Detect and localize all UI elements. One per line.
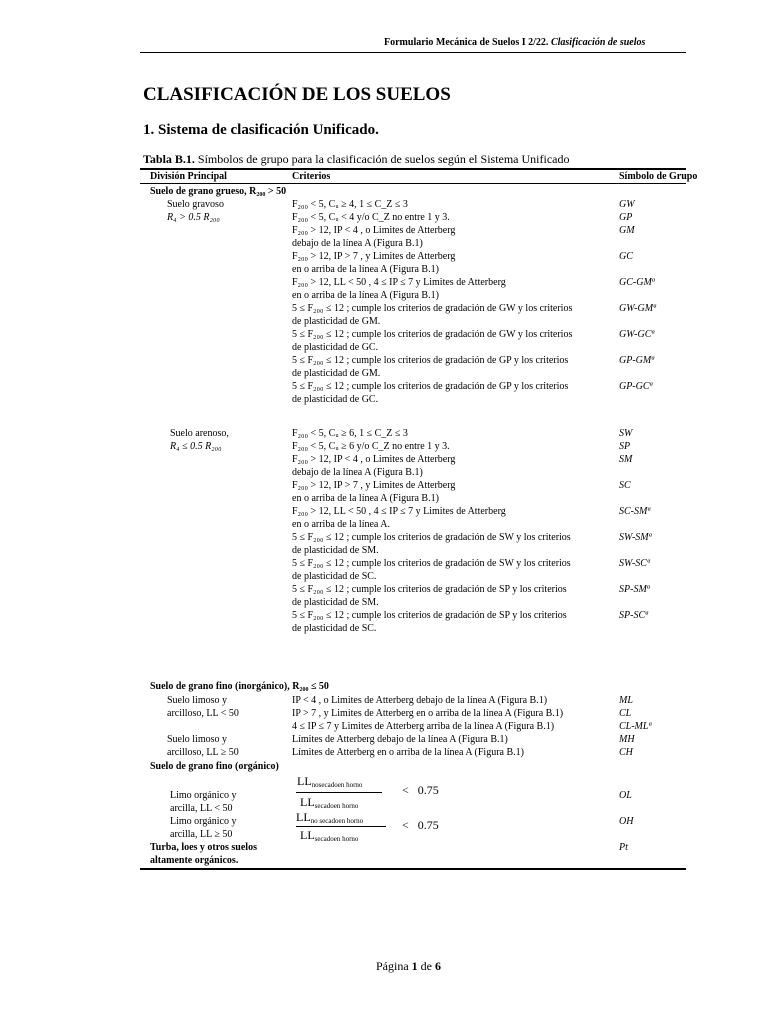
sand-label: Suelo arenoso, [170, 428, 229, 439]
gravel-criteria-line: F₂₀₀ < 5, Cᵤ < 4 y/o C_Z no entre 1 y 3. [292, 212, 450, 223]
gravel-condition: R₄ > 0.5 R₂₀₀ [167, 212, 220, 223]
gravel-criteria-line: 5 ≤ F₂₀₀ ≤ 12 ; cumple los criterios de gradación de GP y los criterios [292, 381, 569, 392]
gravel-symbol: GM [619, 225, 635, 236]
peat-label: Turba, loes y otros suelos [150, 842, 257, 853]
sand-criteria-line: 5 ≤ F₂₀₀ ≤ 12 ; cumple los criterios de gradación de SW y los criterios [292, 558, 571, 569]
fraction-2-bar [296, 826, 386, 827]
gravel-criteria-line: de plasticidad de GM. [292, 316, 381, 327]
gravel-criteria-line: en o arriba de la línea A (Figura B.1) [292, 264, 439, 275]
sand-symbol: SP-SMª [619, 584, 650, 595]
table-caption [143, 152, 570, 167]
sand-criteria-line: de plasticidad de SC. [292, 623, 377, 634]
fine-symbol: CL-MLª [619, 721, 652, 732]
silty-high-label: Suelo limoso y [167, 734, 228, 745]
gravel-symbol: GC [619, 251, 633, 262]
fraction-1-operator: < 0.75 [402, 783, 439, 797]
fine-criteria-line: 4 ≤ IP ≤ 7 y Limites de Atterberg arriba de la línea A (Figura B.1) [292, 721, 555, 732]
running-header [384, 37, 645, 48]
table-caption-text: Símbolos de grupo para la clasificación de suelos según el Sistema Unificado [197, 152, 570, 166]
sand-criteria-line: en o arriba de la línea A (Figura B.1) [292, 493, 439, 504]
sand-criteria-line: en o arriba de la línea A. [292, 519, 391, 530]
sand-criteria-line: debajo de la línea A (Figura B.1) [292, 467, 423, 478]
gravel-criteria-line: F₂₀₀ > 12, IP > 7 , y Limites de Atterberg [292, 251, 456, 262]
sand-criteria-line: de plasticidad de SM. [292, 545, 379, 556]
fine-criteria-line: IP > 7 , y Limites de Atterberg en o arriba de la línea A (Figura B.1) [292, 708, 564, 719]
fraction-2-denominator: $LL_{secadoen horno}$ [300, 828, 359, 843]
gravel-symbol: GW [619, 199, 635, 210]
gravel-symbol: GW-GMª [619, 303, 656, 314]
coarse-heading: Suelo de grano grueso, R₂₀₀ > 50 [150, 186, 287, 197]
gravel-criteria-line: debajo de la línea A (Figura B.1) [292, 238, 423, 249]
fraction-2-operator: < 0.75 [402, 818, 439, 832]
sand-criteria-line: 5 ≤ F₂₀₀ ≤ 12 ; cumple los criterios de gradación de SW y los criterios [292, 532, 571, 543]
header-criteria: Criterios [292, 171, 331, 182]
gravel-label: Suelo gravoso [167, 199, 224, 210]
fine-criteria-line: Límites de Atterberg en o arriba de la línea A (Figura B.1) [292, 747, 524, 758]
fine-symbol: MH [619, 734, 635, 745]
sand-criteria-line: F₂₀₀ > 12, IP > 7 , y Limites de Atterberg [292, 480, 456, 491]
organic-heading: Suelo de grano fino (orgánico) [150, 761, 279, 772]
gravel-criteria-line: 5 ≤ F₂₀₀ ≤ 12 ; cumple los criterios de gradación de GW y los criterios [292, 329, 573, 340]
sand-symbol: SW-SCª [619, 558, 650, 569]
sand-symbol: SW-SMª [619, 532, 652, 543]
sand-criteria-line: F₂₀₀ < 5, Cᵤ ≥ 6, 1 ≤ C_Z ≤ 3 [292, 428, 408, 439]
page-footer: Página 1 de 6 [376, 959, 441, 973]
organic-high-condition: arcilla, LL ≥ 50 [170, 829, 233, 840]
fine-criteria-line: Límites de Atterberg debajo de la línea A (Figura B.1) [292, 734, 508, 745]
gravel-criteria-line: F₂₀₀ > 12, IP < 4 , o Limites de Atterberg [292, 225, 456, 236]
gravel-criteria-line: F₂₀₀ > 12, LL < 50 , 4 ≤ IP ≤ 7 y Limites de Atterberg [292, 277, 506, 288]
sand-symbol: SM [619, 454, 633, 465]
section-title: 1. Sistema de clasificación Unificado. [143, 122, 379, 138]
sand-criteria-line: de plasticidad de SC. [292, 571, 377, 582]
organic-high-label: Limo orgánico y [170, 816, 237, 827]
page-total: 6 [435, 959, 441, 973]
gravel-criteria-line: 5 ≤ F₂₀₀ ≤ 12 ; cumple los criterios de gradación de GP y los criterios [292, 355, 569, 366]
table-bottom-rule [140, 868, 686, 870]
table-caption-label: Tabla B.1. [143, 152, 195, 166]
fine-symbol: CH [619, 747, 633, 758]
fraction-2-numerator: $LL_{no secadoen horno}$ [296, 810, 364, 825]
sand-criteria-line: F₂₀₀ > 12, IP < 4 , o Limites de Atterberg [292, 454, 456, 465]
running-header-title: Formulario Mecánica de Suelos I 2/22. [384, 37, 549, 48]
fraction-1-denominator: $LL_{secadoen horno}$ [300, 795, 359, 810]
sand-symbol: SW [619, 428, 633, 439]
running-header-subtitle: Clasificación de suelos [550, 37, 646, 48]
fine-symbol: CL [619, 708, 632, 719]
fraction-1-bar [296, 792, 382, 793]
symbol-pt: Pt [619, 842, 628, 853]
sand-symbol: SC-SMª [619, 506, 651, 517]
sand-symbol: SP-SCª [619, 610, 648, 621]
organic-low-condition: arcilla, LL < 50 [170, 803, 233, 814]
symbol-ol: OL [619, 790, 632, 801]
silty-low-label: Suelo limoso y [167, 695, 228, 706]
header-division: División Principal [150, 171, 227, 182]
sand-symbol: SP [619, 441, 631, 452]
fine-criteria-line: IP < 4 , o Limites de Atterberg debajo de la línea A (Figura B.1) [292, 695, 548, 706]
sand-criteria-line: F₂₀₀ < 5, Cᵤ ≥ 6 y/o C_Z no entre 1 y 3. [292, 441, 450, 452]
gravel-criteria-line: de plasticidad de GM. [292, 368, 381, 379]
fraction-1-numerator: $LL_{nosecadoen horno}$ [297, 774, 363, 789]
gravel-symbol: GP [619, 212, 633, 223]
gravel-symbol: GP-GMª [619, 355, 654, 366]
sand-criteria-line: 5 ≤ F₂₀₀ ≤ 12 ; cumple los criterios de gradación de SP y los criterios [292, 610, 567, 621]
sand-criteria-line: de plasticidad de SM. [292, 597, 379, 608]
page-title: CLASIFICACIÓN DE LOS SUELOS [143, 84, 451, 105]
fine-symbol: ML [619, 695, 633, 706]
sand-condition: R₄ ≤ 0.5 R₂₀₀ [170, 441, 222, 452]
header-bottom-rule [140, 183, 686, 184]
gravel-criteria-line: 5 ≤ F₂₀₀ ≤ 12 ; cumple los criterios de gradación de GW y los criterios [292, 303, 573, 314]
gravel-criteria-line: de plasticidad de GC. [292, 342, 379, 353]
gravel-criteria-line: en o arriba de la línea A (Figura B.1) [292, 290, 439, 301]
header-rule [140, 52, 686, 53]
page-number: 1 [411, 959, 418, 973]
header-symbol: Símbolo de Grupo [619, 171, 698, 182]
gravel-symbol: GW-GCª [619, 329, 655, 340]
gravel-criteria-line: F₂₀₀ < 5, Cᵤ ≥ 4, 1 ≤ C_Z ≤ 3 [292, 199, 408, 210]
gravel-criteria-line: de plasticidad de GC. [292, 394, 379, 405]
sand-criteria-line: 5 ≤ F₂₀₀ ≤ 12 ; cumple los criterios de gradación de SP y los criterios [292, 584, 567, 595]
organic-low-label: Limo orgánico y [170, 790, 237, 801]
symbol-oh: OH [619, 816, 634, 827]
silty-low-condition: arcilloso, LL < 50 [167, 708, 239, 719]
sand-symbol: SC [619, 480, 631, 491]
gravel-symbol: GP-GCª [619, 381, 653, 392]
fine-heading: Suelo de grano fino (inorgánico), R₂₀₀ ≤ 50 [150, 681, 329, 692]
gravel-symbol: GC-GMª [619, 277, 655, 288]
silty-high-condition: arcilloso, LL ≥ 50 [167, 747, 239, 758]
peat-label-continued: altamente orgánicos. [150, 855, 239, 866]
sand-criteria-line: F₂₀₀ > 12, LL < 50 , 4 ≤ IP ≤ 7 y Limites de Atterberg [292, 506, 506, 517]
